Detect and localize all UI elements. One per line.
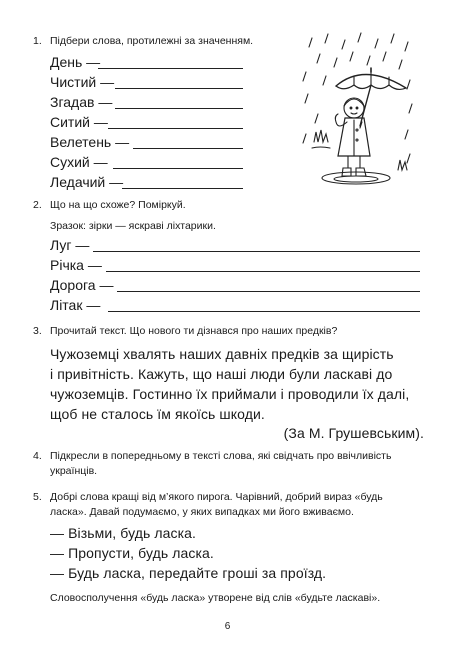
task2-word: Дорога — xyxy=(50,277,114,293)
task4-text-line: українців. xyxy=(50,465,98,477)
answer-line[interactable] xyxy=(108,128,243,129)
answer-line[interactable] xyxy=(113,168,243,169)
task1-number: 1. xyxy=(33,35,42,47)
task4-text-line: Підкресли в попередньому в тексті слова, які свідчать про ввічливість xyxy=(50,450,392,462)
task3-text-line: Чужоземці хвалять наших давніх предків за щирість xyxy=(50,346,394,362)
task1-word: День — xyxy=(50,54,101,70)
answer-line[interactable] xyxy=(93,251,420,252)
task2-word: Луг — xyxy=(50,237,90,253)
answer-line[interactable] xyxy=(98,68,243,69)
task1-word: Сухий — xyxy=(50,154,108,170)
task2-number: 2. xyxy=(33,199,42,211)
task2-instruction: Що на що схоже? Поміркуй. xyxy=(50,199,186,211)
task5-dialog-line: — Пропусти, будь ласка. xyxy=(50,545,214,561)
answer-line[interactable] xyxy=(115,88,243,89)
task1-instruction: Підбери слова, протилежні за значенням. xyxy=(50,35,254,47)
task1-word: Ситий — xyxy=(50,114,108,130)
task1-word: Велетень — xyxy=(50,134,130,150)
page-number: 6 xyxy=(224,621,231,632)
girl-umbrella-rain-illustration xyxy=(298,30,418,190)
task5-number: 5. xyxy=(33,491,42,503)
task3-attribution: (За М. Грушевським). xyxy=(283,425,424,441)
answer-line[interactable] xyxy=(108,311,420,312)
task5-note: Словосполучення «будь ласка» утворене від слів «будьте ласкаві». xyxy=(50,592,381,604)
task2-word: Річка — xyxy=(50,257,102,273)
task3-instruction: Прочитай текст. Що нового ти дізнався про наших предків? xyxy=(50,325,338,337)
task5-text-line: Добрі слова кращі від м’якого пирога. Чарівний, добрий вираз «будь xyxy=(50,491,383,503)
answer-line[interactable] xyxy=(117,291,420,292)
task1-word: Чистий — xyxy=(50,74,115,90)
task5-text-line: ласка». Давай подумаємо, у яких випадках ми його вживаємо. xyxy=(50,506,354,518)
task2-word: Літак — xyxy=(50,297,101,313)
task3-text-line: щоб не сталось їм якоїсь шкоди. xyxy=(50,406,265,422)
task5-dialog-line: — Візьми, будь ласка. xyxy=(50,525,197,541)
answer-line[interactable] xyxy=(133,148,243,149)
answer-line[interactable] xyxy=(122,188,243,189)
task3-text-line: чужоземців. Гостинно їх приймали і проводили їх далі, xyxy=(50,386,410,402)
task5-dialog-line: — Будь ласка, передайте гроші за проїзд. xyxy=(50,565,327,581)
task1-word: Згадав — xyxy=(50,94,113,110)
task3-number: 3. xyxy=(33,325,42,337)
task2-example: Зразок: зірки — яскраві ліхтарики. xyxy=(50,220,216,232)
task3-text-line: і привітність. Кажуть, що наші люди були ласкаві до xyxy=(50,366,393,382)
task4-number: 4. xyxy=(33,450,42,462)
answer-line[interactable] xyxy=(115,108,243,109)
answer-line[interactable] xyxy=(106,271,420,272)
task1-word: Ледачий — xyxy=(50,174,124,190)
